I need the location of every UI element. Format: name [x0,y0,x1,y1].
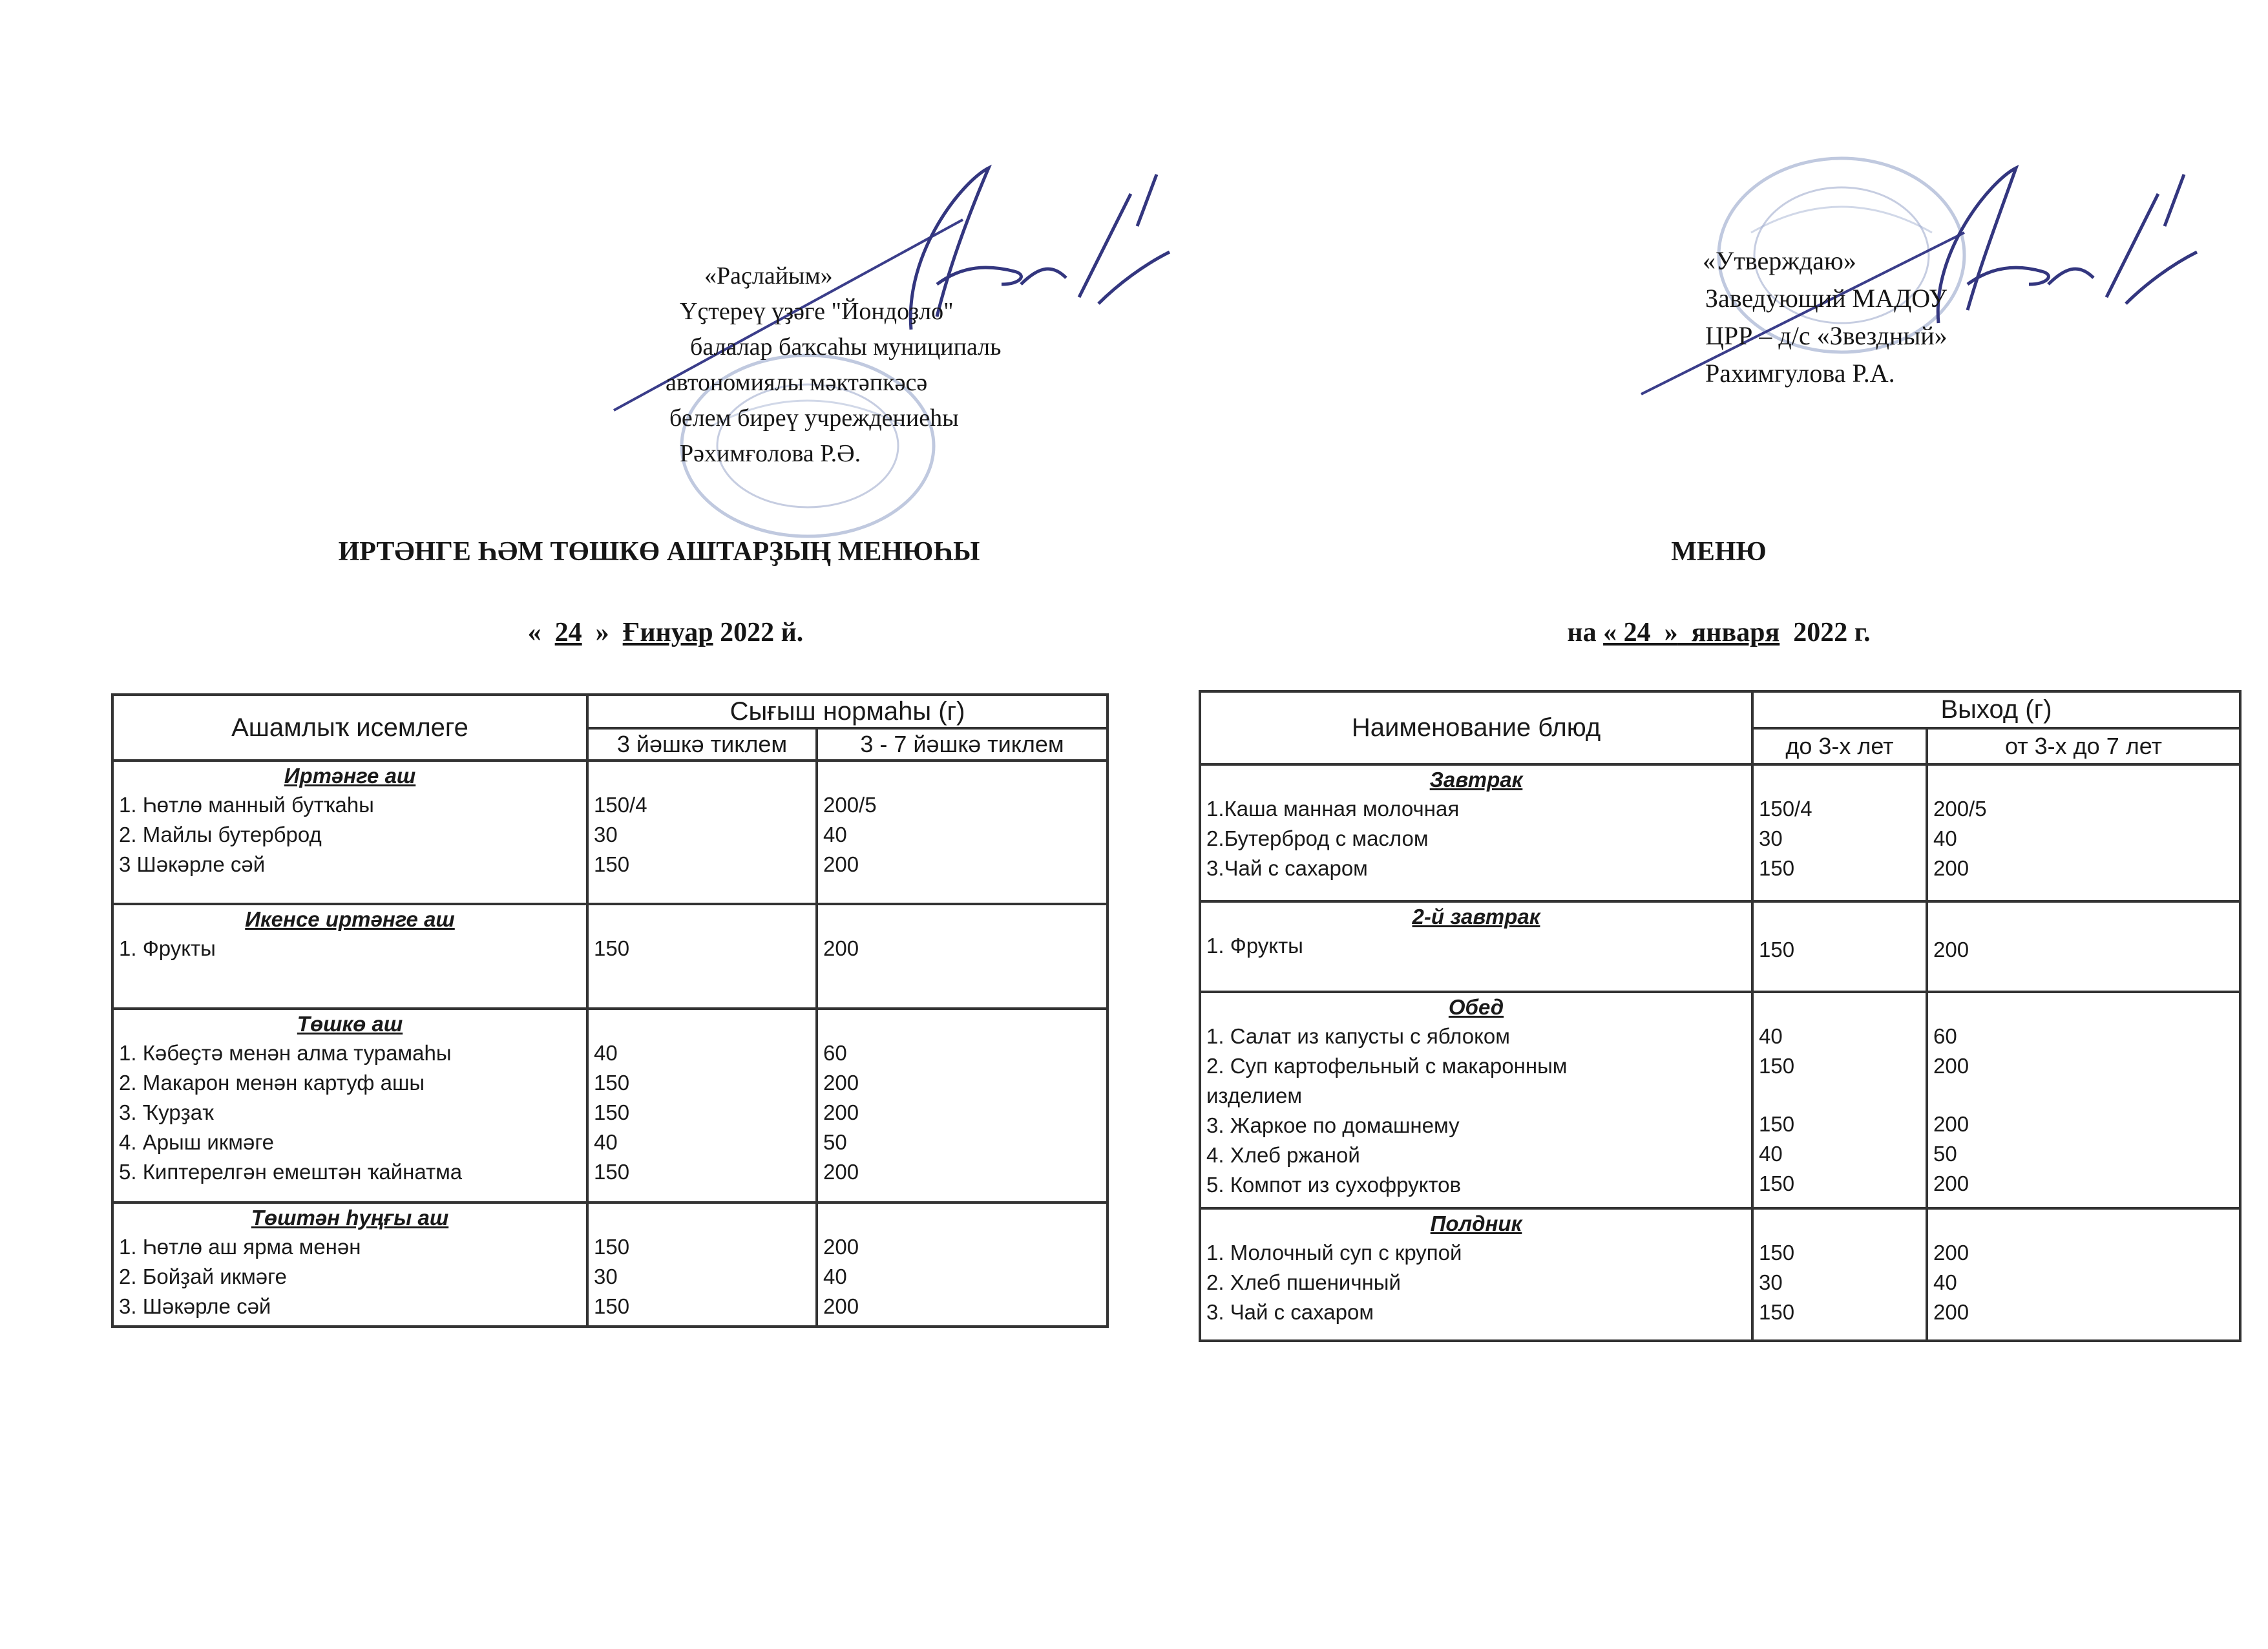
amount-value: 150 [594,936,630,960]
approval-line: «Утверждаю» [1703,246,1856,275]
table-row [112,904,1108,1009]
amount-cell-age-2 [1927,1208,2240,1341]
meal-title: Иртәнге аш [284,764,416,788]
amount-value: 200/5 [1933,797,1987,821]
dish-item: 4. Арыш икмәге [119,1130,274,1154]
dish-item: 3. Чай с сахаром [1206,1300,1374,1324]
table-row [1200,901,2240,992]
amount-value: 150 [1759,1300,1795,1324]
dish-cell [1200,901,1752,992]
amount-value: 30 [594,823,618,846]
amount-value: 150 [1759,1112,1795,1136]
approval-block-right [1703,242,1948,392]
amount-value: 150 [1759,1171,1795,1195]
dish-item: 2. Суп картофельный с макаронным изделием [1206,1054,1568,1108]
date-prefix: на [1567,618,1604,647]
amount-value: 40 [594,1130,618,1154]
document-title-left: ИРТӘНГЕ ҺӘМ ТӨШКӨ АШТАРҘЫҢ МЕНЮҺЫ [338,537,980,567]
amount-value: 150 [594,1235,630,1259]
approval-line: белем биреү учреждениеһы [669,404,959,432]
column-header-output: Сығыш нормаһы (г) [587,695,1108,728]
amount-value: 50 [1933,1142,1957,1166]
table-row [1200,1208,2240,1341]
amount-value: 40 [823,823,847,846]
dish-item: 2. Макарон менән картуф ашы [119,1071,425,1095]
dish-cell [112,1203,587,1327]
dish-item: 4. Хлеб ржаной [1206,1143,1360,1167]
table-row [112,1009,1108,1203]
dish-item: 3. Ҡурҙаҡ [119,1100,214,1124]
date-suffix: 2022 й. [713,618,804,647]
dish-item: 5. Киптерелгән емештән ҡайнатма [119,1160,463,1184]
document-date-right [1447,617,1990,648]
amount-value: 40 [594,1041,618,1065]
column-header-age-2: от 3-х до 7 лет [1927,728,2240,764]
amount-cell-age-2 [1927,992,2240,1208]
amount-value: 200 [1933,1241,1969,1265]
approval-line: ЦРР – д/с «Звездный» [1705,321,1948,350]
column-header-age-1: до 3-х лет [1752,728,1927,764]
meal-title: 2-й завтрак [1412,905,1540,929]
dish-item: 3. Шәкәрле сәй [119,1294,271,1318]
amount-value: 200 [823,1071,859,1095]
amount-value: 200 [1933,1300,1969,1324]
amount-value: 150 [594,1100,630,1124]
date-month: января [1677,618,1780,647]
amount-value: 150 [1759,938,1795,961]
approval-line: Рахимгулова Р.А. [1705,359,1895,388]
document-date-left [401,617,930,648]
approval-line: Заведующий МАДОУ [1705,284,1948,313]
amount-value: 40 [1933,1270,1957,1294]
meal-title: Завтрак [1429,768,1523,792]
dish-item: 1. Молочный суп с крупой [1206,1241,1462,1265]
amount-value: 150 [1759,856,1795,880]
amount-value: 200 [823,1294,859,1318]
amount-cell-age-2 [1927,764,2240,901]
amount-spacer [1933,1081,2234,1109]
meal-title: Төшкө аш [297,1012,403,1036]
amount-value: 200 [823,1235,859,1259]
amount-value: 200 [823,1100,859,1124]
amount-value: 150 [594,1294,630,1318]
amount-cell-age-1 [587,1203,817,1327]
amount-value: 200 [1933,1054,1969,1078]
amount-value: 60 [823,1041,847,1065]
amount-value: 50 [823,1130,847,1154]
amount-cell-age-2 [1927,901,2240,992]
amount-cell-age-1 [1752,764,1927,901]
dish-cell [1200,764,1752,901]
amount-value: 60 [1933,1024,1957,1048]
date-day: « 24 » [1603,618,1678,647]
amount-cell-age-2 [817,761,1108,904]
table-row [1200,764,2240,901]
amount-value: 40 [1933,826,1957,850]
approval-line: Рәхимғолова Р.Ә. [680,440,861,467]
meal-title: Икенсе иртәнге аш [245,907,455,931]
amount-cell-age-1 [587,761,817,904]
amount-cell-age-1 [587,904,817,1009]
dish-item: 3 Шәкәрле сәй [119,852,266,876]
amount-cell-age-1 [587,1009,817,1203]
column-header-age-2: 3 - 7 йәшкә тиклем [817,728,1108,761]
dish-cell [112,761,587,904]
amount-cell-age-1 [1752,992,1927,1208]
amount-value: 200 [1933,1112,1969,1136]
column-header-age-1: 3 йәшкә тиклем [587,728,817,761]
dish-item: 1. Һөтлө манный бутҡаһы [119,793,374,817]
amount-value: 200 [823,936,859,960]
amount-value: 200/5 [823,793,877,817]
table-row [112,761,1108,904]
date-prefix: « [527,618,555,647]
dish-item: 5. Компот из сухофруктов [1206,1173,1462,1197]
column-header-output: Выход (г) [1752,691,2240,728]
amount-value: 40 [1759,1024,1783,1048]
amount-value: 200 [823,1160,859,1184]
dish-item: 3.Чай с сахаром [1206,856,1368,880]
amount-value: 200 [1933,938,1969,961]
date-month: Ғинуар [622,618,713,647]
amount-value: 150/4 [1759,797,1812,821]
approval-line: автономиялы мәктәпкәсә [666,369,928,396]
amount-value: 40 [1759,1142,1783,1166]
dish-cell [112,1009,587,1203]
dish-cell [112,904,587,1009]
column-header-dish: Ашамлыҡ исемлеге [112,695,587,761]
menu-table-left [111,693,1109,1328]
amount-cell-age-2 [817,1009,1108,1203]
amount-value: 200 [1933,856,1969,880]
approval-block-left [666,258,1001,472]
amount-value: 150/4 [594,793,647,817]
table-row [112,1203,1108,1327]
amount-value: 150 [594,852,630,876]
date-suffix: 2022 г. [1780,618,1871,647]
date-day: 24 [554,618,582,647]
amount-cell-age-2 [817,1203,1108,1327]
amount-value: 150 [594,1071,630,1095]
meal-title: Обед [1448,995,1504,1019]
amount-value: 200 [1933,1171,1969,1195]
dish-item: 1. Салат из капусты с яблоком [1206,1024,1510,1048]
amount-cell-age-2 [817,904,1108,1009]
dish-item: 2. Бойҙай икмәге [119,1265,287,1288]
dish-cell [1200,1208,1752,1341]
amount-cell-age-1 [1752,901,1927,992]
dish-item: 2.Бутерброд с маслом [1206,826,1429,850]
amount-value: 150 [594,1160,630,1184]
dish-item: 3. Жаркое по домашнему [1206,1113,1460,1137]
meal-title: Полдник [1430,1212,1522,1235]
amount-cell-age-1 [1752,1208,1927,1341]
amount-value: 200 [823,852,859,876]
approval-line: Үҫтереү үҙәге "Йондоҙло" [680,298,954,325]
amount-value: 30 [1759,826,1783,850]
amount-value: 40 [823,1265,847,1288]
amount-value: 30 [1759,1270,1783,1294]
dish-item: 1.Каша манная молочная [1206,797,1460,821]
amount-value: 150 [1759,1054,1795,1078]
date-middle: » [582,618,623,647]
column-header-dish: Наименование блюд [1200,691,1752,764]
amount-spacer [1759,1081,1920,1109]
dish-item: 2. Хлеб пшеничный [1206,1270,1401,1294]
approval-line: балалар баҡсаһы муниципаль [666,333,1002,361]
approval-line: «Раҫлайым» [704,262,833,289]
dish-item: 1. Һөтлө аш ярма менән [119,1235,361,1259]
dish-item: 1. Фрукты [119,936,216,960]
amount-value: 30 [594,1265,618,1288]
dish-cell [1200,992,1752,1208]
amount-value: 150 [1759,1241,1795,1265]
document-title-right: МЕНЮ [1671,537,1767,567]
dish-item: 1. Кәбеҫтә менән алма турамаһы [119,1041,452,1065]
dish-item: 1. Фрукты [1206,934,1303,958]
meal-title: Төштән һуңғы аш [251,1206,449,1230]
dish-item: 2. Майлы бутерброд [119,823,322,846]
table-row [1200,992,2240,1208]
menu-table-right [1199,690,2242,1342]
